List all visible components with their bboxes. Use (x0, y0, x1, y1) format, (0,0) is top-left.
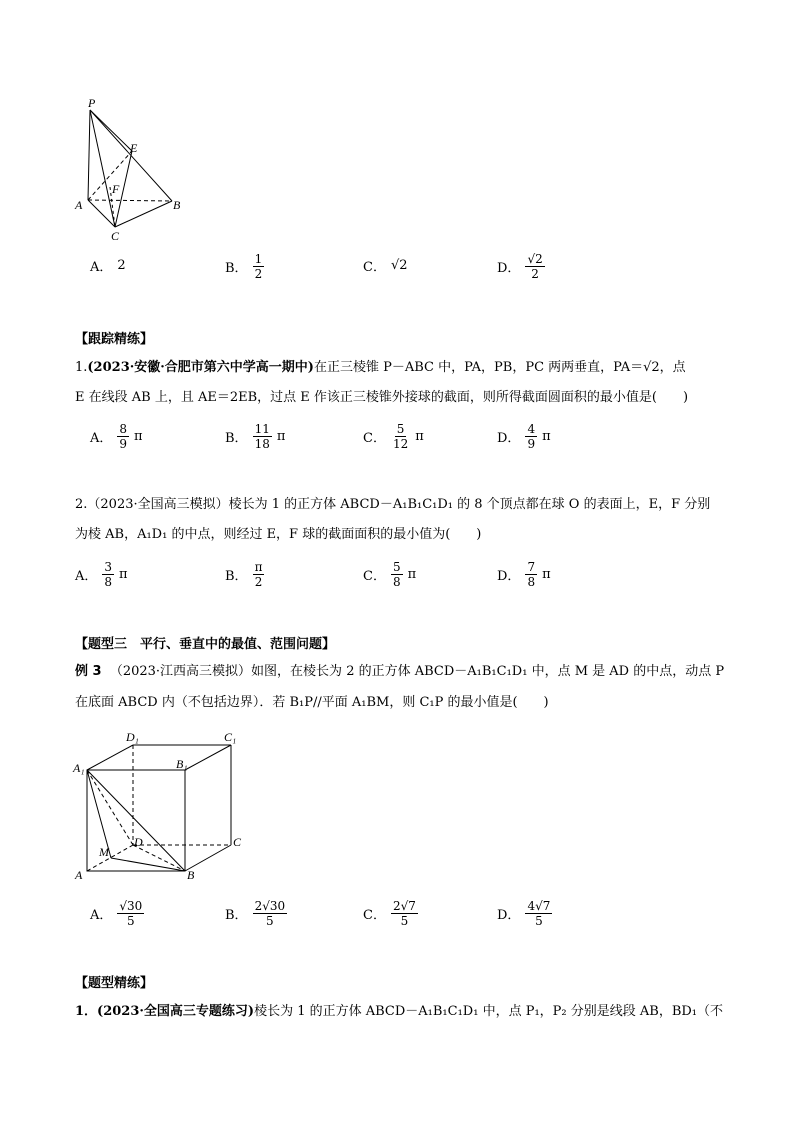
p2-line2: 为棱 AB，A₁D₁ 的中点，则经过 E，F 球的截面面积的最小值为( ) (75, 527, 482, 542)
q0-option-b: B． $\frac{1}{2}$ (225, 252, 263, 281)
p1-option-c: C． $\frac{5}{12}$ π (363, 422, 424, 451)
fraction: $\frac{√2}{2}$ (527, 252, 543, 281)
section-heading-type3: 【题型三 平行、垂直中的最值、范围问题】 (75, 637, 336, 652)
label-P: P (88, 96, 96, 110)
p2-line1: 2.（2023·全国高三模拟）棱长为 1 的正方体 ABCD－A₁B₁C₁D₁ 的 8 个顶点都在球 O 的表面上，E，F 分别 (75, 497, 711, 512)
label-B: B (187, 868, 195, 882)
pyramid-figure (70, 95, 190, 245)
q0-option-a: A． 2 (90, 258, 126, 275)
q0-option-c: C． √2 (363, 258, 408, 275)
fraction: $\frac{5}{8}$ (392, 560, 401, 589)
fraction: $\frac{4}{9}$ (527, 422, 536, 451)
label-E: E (130, 141, 138, 155)
p2-option-a: A． $\frac{3}{8}$ π (75, 560, 128, 589)
p1-line1: 1.(2023·安徽·合肥市第六中学高一期中)在正三棱锥 P－ABC 中，PA，PB，PC 两两垂直，PA＝√2，点 (75, 360, 686, 375)
p3-line: 1．(2023·全国高三专题练习)棱长为 1 的正方体 ABCD－A₁B₁C₁D₁ 中，点 P₁，P₂ 分别是线段 AB，BD₁（不 (75, 1004, 724, 1019)
label-B1: B₁ (176, 757, 188, 771)
ex3-option-b: B． $\frac{2√30}{5}$ (225, 899, 286, 928)
p1-option-b: B． $\frac{11}{18}$ π (225, 422, 286, 451)
p2-option-c: C． $\frac{5}{8}$ π (363, 560, 417, 589)
label-M: M (99, 845, 109, 859)
fraction: $\frac{5}{12}$ (392, 422, 409, 451)
ex3-option-a: A． $\frac{√30}{5}$ (90, 899, 143, 928)
fraction: $\frac{2√7}{5}$ (392, 899, 416, 928)
p1-option-d: D． $\frac{4}{9}$ π (497, 422, 551, 451)
label-A: A (75, 868, 83, 882)
label-F: F (112, 182, 120, 196)
ex3-line1: 例 3 （2023·江西高三模拟）如图，在棱长为 2 的正方体 ABCD－A₁B₁C₁D₁ 中，点 M 是 AD 的中点，动点 P (75, 664, 725, 679)
fraction: $\frac{1}{2}$ (254, 252, 263, 281)
ex3-option-d: D． $\frac{4√7}{5}$ (497, 899, 551, 928)
ex3-option-c: C． $\frac{2√7}{5}$ (363, 899, 416, 928)
fraction: $\frac{4√7}{5}$ (527, 899, 551, 928)
label-A1: A₁ (73, 761, 85, 775)
ex3-line2: 在底面 ABCD 内（不包括边界）．若 B₁P//平面 A₁BM，则 C₁P 的最小值是( ) (75, 695, 549, 710)
fraction: $\frac{√30}{5}$ (119, 899, 143, 928)
label-B: B (173, 198, 181, 212)
label-C1: C₁ (224, 730, 237, 744)
fraction: $\frac{2√30}{5}$ (254, 899, 286, 928)
fraction: $\frac{11}{18}$ (254, 422, 270, 451)
p1-option-a: A． $\frac{8}{9}$ π (90, 422, 143, 451)
label-C: C (111, 229, 120, 243)
fraction: $\frac{8}{9}$ (119, 422, 128, 451)
label-C: C (233, 835, 242, 849)
section-heading-practice: 【题型精练】 (75, 976, 154, 991)
label-D: D (134, 835, 143, 849)
p2-option-d: D． $\frac{7}{8}$ π (497, 560, 551, 589)
label-D1: D₁ (126, 730, 139, 744)
fraction: $\frac{3}{8}$ (104, 560, 113, 589)
p2-option-b: B． $\frac{\pi}{2}$ (225, 560, 263, 589)
fraction: $\frac{\pi}{2}$ (254, 560, 263, 589)
section-heading-tracking: 【跟踪精练】 (75, 332, 154, 347)
p1-line2: E 在线段 AB 上，且 AE＝2EB，过点 E 作该正三棱锥外接球的截面，则所得截面圆面积的最小值是( ) (75, 390, 689, 405)
fraction: $\frac{7}{8}$ (527, 560, 536, 589)
label-A: A (75, 198, 83, 212)
q0-option-d: D． $\frac{√2}{2}$ (497, 252, 543, 281)
cube-figure (70, 728, 250, 883)
